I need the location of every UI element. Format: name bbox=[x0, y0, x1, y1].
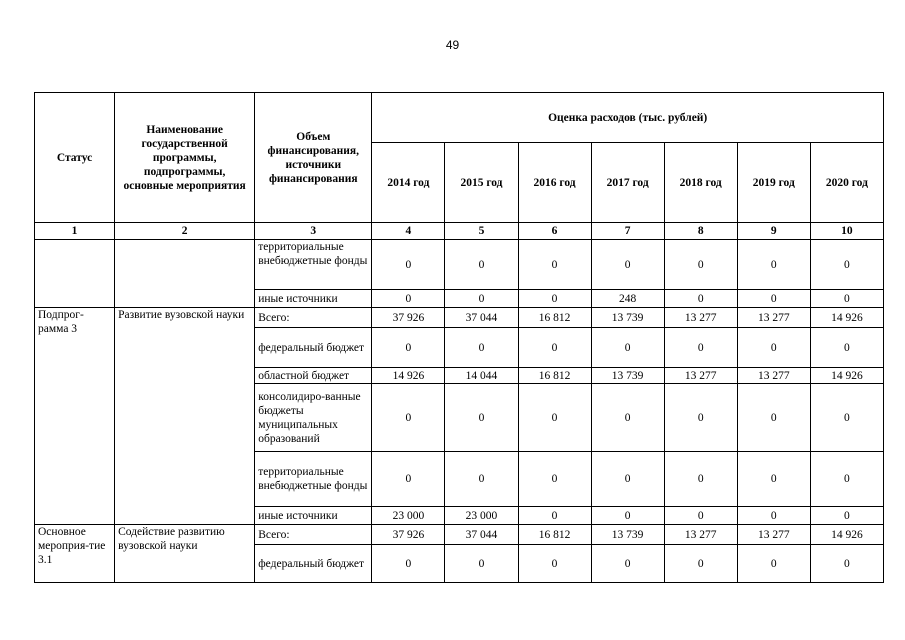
value-cell: 0 bbox=[810, 507, 883, 525]
value-cell: 0 bbox=[518, 452, 591, 507]
column-number: 7 bbox=[591, 223, 664, 240]
value-cell: 0 bbox=[445, 545, 518, 583]
value-cell: 0 bbox=[737, 452, 810, 507]
value-cell: 0 bbox=[810, 328, 883, 368]
value-cell: 0 bbox=[372, 240, 445, 290]
value-cell: 0 bbox=[591, 452, 664, 507]
value-cell: 23 000 bbox=[372, 507, 445, 525]
table-row bbox=[35, 525, 884, 545]
column-number: 9 bbox=[737, 223, 810, 240]
value-cell: 37 926 bbox=[372, 308, 445, 328]
column-number: 6 bbox=[518, 223, 591, 240]
value-cell: 0 bbox=[518, 384, 591, 452]
value-cell: 0 bbox=[591, 240, 664, 290]
value-cell: 14 926 bbox=[810, 525, 883, 545]
header-year: 2018 год bbox=[664, 143, 737, 223]
value-cell: 0 bbox=[664, 328, 737, 368]
value-cell: 0 bbox=[445, 452, 518, 507]
value-cell: 0 bbox=[445, 240, 518, 290]
value-cell: 14 926 bbox=[372, 368, 445, 384]
column-number: 5 bbox=[445, 223, 518, 240]
value-cell: 0 bbox=[810, 240, 883, 290]
status-cell-empty bbox=[35, 240, 115, 308]
value-cell: 16 812 bbox=[518, 308, 591, 328]
header-year: 2020 год bbox=[810, 143, 883, 223]
value-cell: 0 bbox=[737, 240, 810, 290]
value-cell: 0 bbox=[810, 545, 883, 583]
value-cell: 0 bbox=[372, 545, 445, 583]
source-cell: Всего: bbox=[255, 308, 372, 328]
value-cell: 13 277 bbox=[737, 308, 810, 328]
status-cell: Подпрог-рамма 3 bbox=[35, 308, 115, 525]
page-number: 49 bbox=[445, 38, 460, 52]
column-number: 8 bbox=[664, 223, 737, 240]
value-cell: 0 bbox=[810, 452, 883, 507]
value-cell: 0 bbox=[664, 240, 737, 290]
name-cell: Содействие развитию вузовской науки bbox=[115, 525, 255, 583]
value-cell: 0 bbox=[664, 507, 737, 525]
column-number: 2 bbox=[115, 223, 255, 240]
financing-table bbox=[34, 92, 884, 583]
source-cell: Всего: bbox=[255, 525, 372, 545]
header-year: 2016 год bbox=[518, 143, 591, 223]
value-cell: 14 926 bbox=[810, 308, 883, 328]
value-cell: 0 bbox=[445, 290, 518, 308]
value-cell: 0 bbox=[664, 290, 737, 308]
value-cell: 16 812 bbox=[518, 525, 591, 545]
value-cell: 0 bbox=[737, 290, 810, 308]
value-cell: 0 bbox=[372, 290, 445, 308]
value-cell: 23 000 bbox=[445, 507, 518, 525]
value-cell: 0 bbox=[591, 384, 664, 452]
header-year: 2015 год bbox=[445, 143, 518, 223]
value-cell: 0 bbox=[591, 507, 664, 525]
value-cell: 13 739 bbox=[591, 368, 664, 384]
value-cell: 0 bbox=[445, 328, 518, 368]
source-cell: территориальные внебюджетные фонды bbox=[255, 452, 372, 507]
source-cell: федеральный бюджет bbox=[255, 328, 372, 368]
header-volume: Объем финансирования, источники финансирования bbox=[255, 93, 372, 223]
value-cell: 0 bbox=[372, 328, 445, 368]
value-cell: 0 bbox=[591, 545, 664, 583]
header-year: 2014 год bbox=[372, 143, 445, 223]
value-cell: 0 bbox=[737, 545, 810, 583]
value-cell: 0 bbox=[737, 384, 810, 452]
value-cell: 13 277 bbox=[737, 525, 810, 545]
value-cell: 13 277 bbox=[737, 368, 810, 384]
source-cell: территориальные внебюджетные фонды bbox=[255, 240, 372, 290]
table-row bbox=[35, 308, 884, 328]
value-cell: 14 926 bbox=[810, 368, 883, 384]
header-status: Статус bbox=[35, 93, 115, 223]
value-cell: 0 bbox=[372, 452, 445, 507]
value-cell: 0 bbox=[518, 290, 591, 308]
header-name: Наименование государственной программы, подпрограммы, основные мероприятия bbox=[115, 93, 255, 223]
column-number: 3 bbox=[255, 223, 372, 240]
value-cell: 0 bbox=[518, 328, 591, 368]
value-cell: 37 926 bbox=[372, 525, 445, 545]
name-cell: Развитие вузовской науки bbox=[115, 308, 255, 525]
value-cell: 13 739 bbox=[591, 308, 664, 328]
value-cell: 14 044 bbox=[445, 368, 518, 384]
source-cell: консолидиро-ванные бюджеты муниципальных образований bbox=[255, 384, 372, 452]
value-cell: 0 bbox=[737, 328, 810, 368]
name-cell-empty bbox=[115, 240, 255, 308]
source-cell: федеральный бюджет bbox=[255, 545, 372, 583]
value-cell: 0 bbox=[518, 545, 591, 583]
status-cell: Основное мероприя-тие 3.1 bbox=[35, 525, 115, 583]
value-cell: 13 277 bbox=[664, 525, 737, 545]
value-cell: 0 bbox=[810, 290, 883, 308]
value-cell: 13 277 bbox=[664, 308, 737, 328]
value-cell: 0 bbox=[664, 545, 737, 583]
value-cell: 248 bbox=[591, 290, 664, 308]
source-cell: областной бюджет bbox=[255, 368, 372, 384]
value-cell: 37 044 bbox=[445, 525, 518, 545]
header-year: 2019 год bbox=[737, 143, 810, 223]
value-cell: 0 bbox=[518, 240, 591, 290]
source-cell: иные источники bbox=[255, 507, 372, 525]
value-cell: 16 812 bbox=[518, 368, 591, 384]
value-cell: 0 bbox=[664, 452, 737, 507]
source-cell: иные источники bbox=[255, 290, 372, 308]
value-cell: 0 bbox=[445, 384, 518, 452]
header-estimate: Оценка расходов (тыс. рублей) bbox=[372, 93, 884, 143]
value-cell: 0 bbox=[810, 384, 883, 452]
value-cell: 0 bbox=[664, 384, 737, 452]
value-cell: 0 bbox=[372, 384, 445, 452]
header-year: 2017 год bbox=[591, 143, 664, 223]
column-number: 1 bbox=[35, 223, 115, 240]
value-cell: 0 bbox=[737, 507, 810, 525]
column-number: 4 bbox=[372, 223, 445, 240]
value-cell: 37 044 bbox=[445, 308, 518, 328]
column-number: 10 bbox=[810, 223, 883, 240]
value-cell: 13 739 bbox=[591, 525, 664, 545]
value-cell: 13 277 bbox=[664, 368, 737, 384]
value-cell: 0 bbox=[591, 328, 664, 368]
value-cell: 0 bbox=[518, 507, 591, 525]
table-row bbox=[35, 240, 884, 290]
